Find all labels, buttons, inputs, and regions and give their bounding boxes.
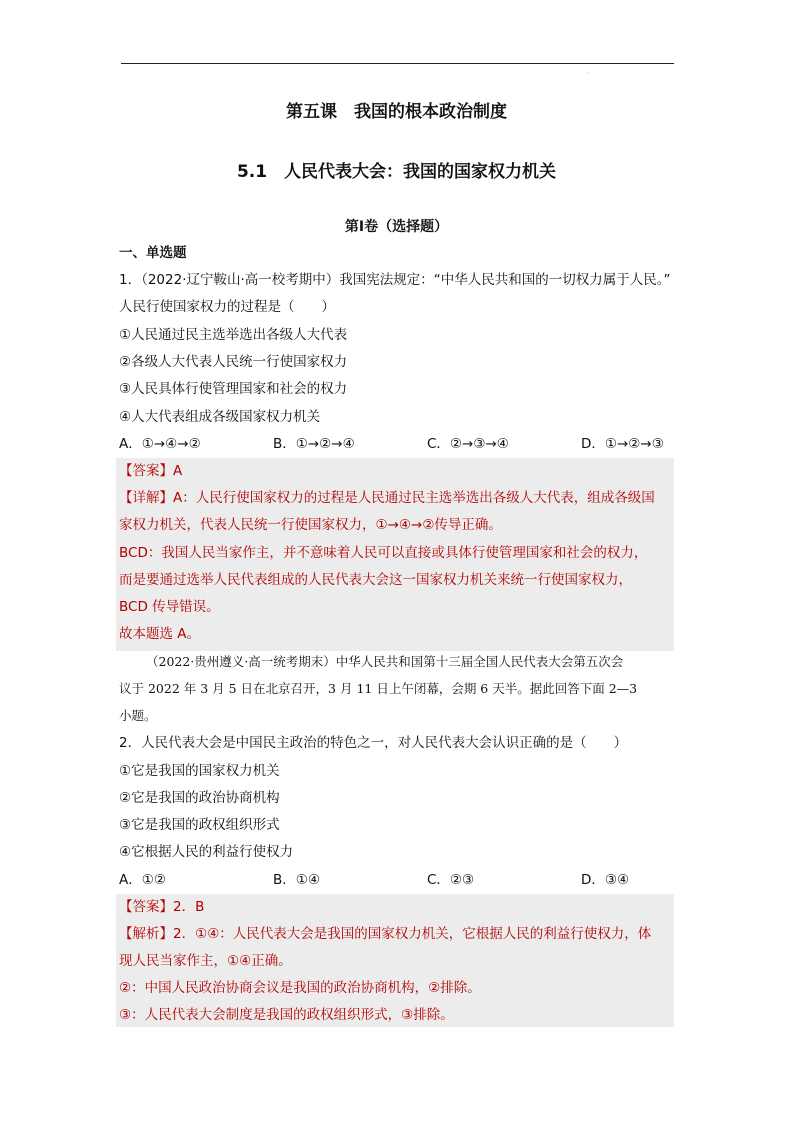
- q2-item-1: ①它是我国的国家权力机关: [119, 763, 280, 779]
- q1-explain-2: 家权力机关，代表人民统一行使国家权力，①→④→②传导正确。: [119, 517, 502, 533]
- q2-explain-2: 现人民当家作主，①④正确。: [119, 953, 292, 969]
- q2-explain-1: 【解析】2．①④：人民代表大会是我国的国家权力机关，它根据人民的利益行使权力，体: [119, 926, 652, 942]
- q1-item-1: ①人民通过民主选举选出各级人大代表: [119, 327, 348, 343]
- q1-stem-line1: 1．（2022·辽宁鞍山·高一校考期中）我国宪法规定：“中华人民共和国的一切权力属于人民。”: [119, 272, 671, 288]
- q1-option-b: B．①→②→④: [273, 436, 355, 452]
- q1-answer: 【答案】A: [119, 463, 183, 479]
- q1-item-3: ③人民具体行使管理国家和社会的权力: [119, 381, 348, 397]
- q1-item-2: ②各级人大代表人民统一行使国家权力: [119, 354, 348, 370]
- q2-option-c: C．②③: [427, 872, 475, 888]
- q1-explain-3: BCD：我国人民当家作主，并不意味着人民可以直接或具体行使管理国家和社会的权力，: [119, 545, 648, 561]
- q2-item-3: ③它是我国的政权组织形式: [119, 817, 280, 833]
- q1-explain-5: BCD 传导错误。: [119, 599, 220, 615]
- q1-explain-6: 故本题选 A。: [119, 626, 201, 642]
- section-title: 5.1 人民代表大会：我国的国家权力机关: [236, 162, 557, 182]
- q1-item-4: ④人大代表组成各级国家权力机关: [119, 409, 321, 425]
- q2-item-2: ②它是我国的政治协商机构: [119, 790, 280, 806]
- q2-option-b: B．①④: [273, 872, 320, 888]
- header-rule: [121, 63, 674, 64]
- material-line1: （2022·贵州遵义·高一统考期末）中华人民共和国第十三届全国人民代表大会第五次会: [146, 654, 624, 669]
- q2-option-d: D．③④: [581, 872, 630, 888]
- section-heading: 一、单选题: [119, 245, 187, 261]
- lesson-title: 第五课 我国的根本政治制度: [286, 102, 507, 122]
- q1-option-c: C．②→③→④: [427, 436, 509, 452]
- part-title: 第Ⅰ卷（选择题）: [344, 219, 449, 235]
- q1-option-a: A．①→④→②: [119, 436, 201, 452]
- q2-option-a: A．①②: [119, 872, 166, 888]
- q1-option-d: D．①→②→③: [581, 436, 664, 452]
- q2-stem: 2．人民代表大会是中国民主政治的特色之一，对人民代表大会认识正确的是（ ）: [119, 735, 628, 751]
- q1-stem-line2: 人民行使国家权力的过程是（ ）: [119, 299, 335, 315]
- q2-answer: 【答案】2．B: [119, 899, 205, 915]
- header-dot: ·: [587, 70, 589, 77]
- q2-explain-4: ③：人民代表大会制度是我国的政权组织形式，③排除。: [119, 1007, 454, 1023]
- material-line3: 小题。: [119, 708, 157, 723]
- q1-explain-1: 【详解】A：人民行使国家权力的过程是人民通过民主选举选出各级人大代表，组成各级国: [119, 490, 655, 506]
- material-line2: 议于 2022 年 3 月 5 日在北京召开，3 月 11 日上午闭幕，会期 6 天半。据此回答下面 2—3: [119, 681, 638, 696]
- q2-explain-3: ②：中国人民政治协商会议是我国的政治协商机构，②排除。: [119, 980, 481, 996]
- q2-item-4: ④它根据人民的利益行使权力: [119, 844, 294, 860]
- q1-explain-4: 而是要通过选举人民代表组成的人民代表大会这一国家权力机关来统一行使国家权力，: [119, 572, 632, 588]
